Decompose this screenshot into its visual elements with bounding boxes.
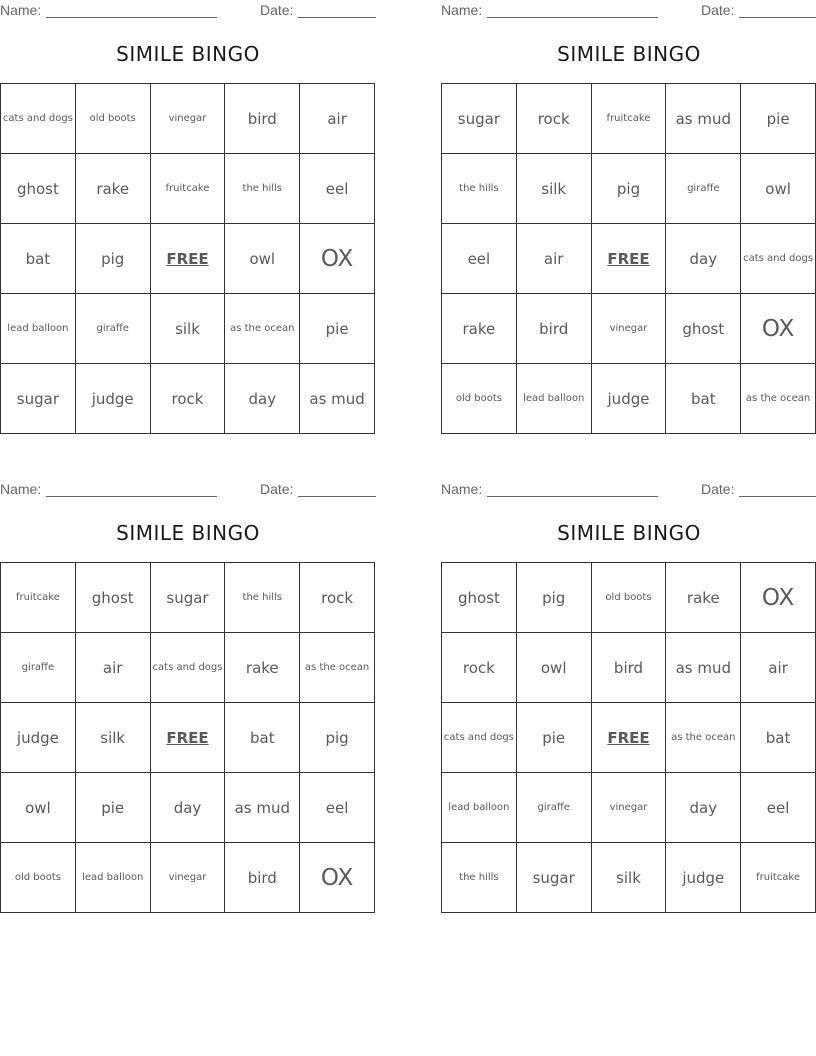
bingo-cell: silk <box>517 154 592 224</box>
bingo-cell: cats and dogs <box>1 84 76 154</box>
bingo-cell: eel <box>442 224 517 294</box>
bingo-cell: owl <box>517 633 592 703</box>
date-label: Date: <box>260 481 294 497</box>
bingo-cell: as mud <box>225 773 300 843</box>
bingo-cell: vinegar <box>592 294 667 364</box>
bingo-cell: pig <box>76 224 151 294</box>
date-line <box>739 496 816 497</box>
date-line <box>739 17 816 18</box>
bingo-cell: vinegar <box>592 773 667 843</box>
bingo-cell: rock <box>517 84 592 154</box>
bingo-cell: ghost <box>1 154 76 224</box>
bingo-cell: bat <box>1 224 76 294</box>
bingo-cell: as mud <box>300 364 375 434</box>
bingo-cell: ghost <box>666 294 741 364</box>
bingo-cell: judge <box>76 364 151 434</box>
bingo-cell: pie <box>76 773 151 843</box>
bingo-cell: eel <box>741 773 816 843</box>
bingo-cell: air <box>517 224 592 294</box>
bingo-cell: bird <box>225 84 300 154</box>
card-header <box>0 0 376 22</box>
free-space-cell: FREE <box>592 703 667 773</box>
bingo-cell: ghost <box>442 563 517 633</box>
bingo-cell: old boots <box>1 843 76 913</box>
bingo-cell: bird <box>517 294 592 364</box>
date-label: Date: <box>260 2 294 18</box>
bingo-cell: lead balloon <box>76 843 151 913</box>
bingo-card <box>0 0 376 440</box>
bingo-cell: day <box>666 224 741 294</box>
name-line <box>487 496 658 497</box>
bingo-cell: giraffe <box>666 154 741 224</box>
bingo-cell: old boots <box>76 84 151 154</box>
bingo-cell: owl <box>1 773 76 843</box>
free-space-cell: FREE <box>151 703 226 773</box>
bingo-card <box>441 0 816 440</box>
bingo-cell: fruitcake <box>741 843 816 913</box>
bingo-cell: old boots <box>592 563 667 633</box>
bingo-cell: bird <box>225 843 300 913</box>
bingo-cell: pig <box>592 154 667 224</box>
bingo-cell: rake <box>225 633 300 703</box>
bingo-cell: vinegar <box>151 843 226 913</box>
bingo-cell: OX <box>741 294 816 364</box>
name-label: Name: <box>441 2 483 18</box>
card-title: SIMILE BINGO <box>116 521 260 545</box>
bingo-cell: the hills <box>442 154 517 224</box>
card-title: SIMILE BINGO <box>557 521 701 545</box>
bingo-cell: OX <box>741 563 816 633</box>
bingo-cell: as the ocean <box>225 294 300 364</box>
bingo-card <box>441 479 816 919</box>
bingo-cell: pie <box>741 84 816 154</box>
bingo-cell: sugar <box>151 563 226 633</box>
bingo-cell: giraffe <box>1 633 76 703</box>
name-label: Name: <box>441 481 483 497</box>
bingo-cell: giraffe <box>517 773 592 843</box>
bingo-cell: sugar <box>1 364 76 434</box>
bingo-cell: silk <box>76 703 151 773</box>
bingo-cell: day <box>225 364 300 434</box>
bingo-cell: judge <box>666 843 741 913</box>
card-header <box>441 479 816 501</box>
card-title: SIMILE BINGO <box>116 42 260 66</box>
bingo-cell: owl <box>225 224 300 294</box>
bingo-cell: old boots <box>442 364 517 434</box>
bingo-cell: ghost <box>76 563 151 633</box>
bingo-cell: pig <box>517 563 592 633</box>
date-line <box>298 496 376 497</box>
name-label: Name: <box>0 481 42 497</box>
name-line <box>46 496 217 497</box>
bingo-cell: bird <box>592 633 667 703</box>
bingo-cell: as the ocean <box>300 633 375 703</box>
bingo-cell: judge <box>592 364 667 434</box>
bingo-cell: day <box>151 773 226 843</box>
bingo-cell: the hills <box>442 843 517 913</box>
bingo-cell: silk <box>592 843 667 913</box>
bingo-grid <box>0 562 375 913</box>
bingo-cell: air <box>76 633 151 703</box>
bingo-grid <box>0 83 375 434</box>
bingo-cell: rake <box>442 294 517 364</box>
bingo-cell: eel <box>300 773 375 843</box>
bingo-grid <box>441 83 816 434</box>
bingo-cell: air <box>300 84 375 154</box>
bingo-cell: rock <box>151 364 226 434</box>
date-label: Date: <box>701 2 735 18</box>
bingo-cell: fruitcake <box>151 154 226 224</box>
free-space-cell: FREE <box>151 224 226 294</box>
card-header <box>0 479 376 501</box>
bingo-cell: sugar <box>517 843 592 913</box>
bingo-cell: silk <box>151 294 226 364</box>
bingo-cell: rock <box>442 633 517 703</box>
bingo-card <box>0 479 376 919</box>
bingo-cell: fruitcake <box>592 84 667 154</box>
free-space-cell: FREE <box>592 224 667 294</box>
bingo-cell: OX <box>300 224 375 294</box>
bingo-cell: the hills <box>225 154 300 224</box>
bingo-cell: vinegar <box>151 84 226 154</box>
bingo-cell: lead balloon <box>442 773 517 843</box>
bingo-cell: cats and dogs <box>741 224 816 294</box>
card-header <box>441 0 816 22</box>
bingo-cell: cats and dogs <box>442 703 517 773</box>
name-line <box>487 17 658 18</box>
bingo-cell: OX <box>300 843 375 913</box>
card-title: SIMILE BINGO <box>557 42 701 66</box>
bingo-cell: as the ocean <box>741 364 816 434</box>
bingo-cell: pie <box>517 703 592 773</box>
bingo-cell: rake <box>76 154 151 224</box>
bingo-cell: bat <box>225 703 300 773</box>
bingo-cell: as the ocean <box>666 703 741 773</box>
name-label: Name: <box>0 2 42 18</box>
bingo-grid <box>441 562 816 913</box>
bingo-cell: bat <box>741 703 816 773</box>
bingo-cell: rock <box>300 563 375 633</box>
bingo-cell: lead balloon <box>517 364 592 434</box>
date-line <box>298 17 376 18</box>
bingo-cell: lead balloon <box>1 294 76 364</box>
bingo-cell: sugar <box>442 84 517 154</box>
bingo-cell: day <box>666 773 741 843</box>
bingo-cell: cats and dogs <box>151 633 226 703</box>
bingo-cell: owl <box>741 154 816 224</box>
bingo-cell: fruitcake <box>1 563 76 633</box>
date-label: Date: <box>701 481 735 497</box>
bingo-cell: bat <box>666 364 741 434</box>
bingo-cell: rake <box>666 563 741 633</box>
bingo-cell: giraffe <box>76 294 151 364</box>
name-line <box>46 17 217 18</box>
bingo-cell: pig <box>300 703 375 773</box>
bingo-cell: as mud <box>666 633 741 703</box>
bingo-cell: as mud <box>666 84 741 154</box>
bingo-cell: eel <box>300 154 375 224</box>
bingo-cell: air <box>741 633 816 703</box>
bingo-cell: the hills <box>225 563 300 633</box>
bingo-cell: pie <box>300 294 375 364</box>
bingo-cell: judge <box>1 703 76 773</box>
